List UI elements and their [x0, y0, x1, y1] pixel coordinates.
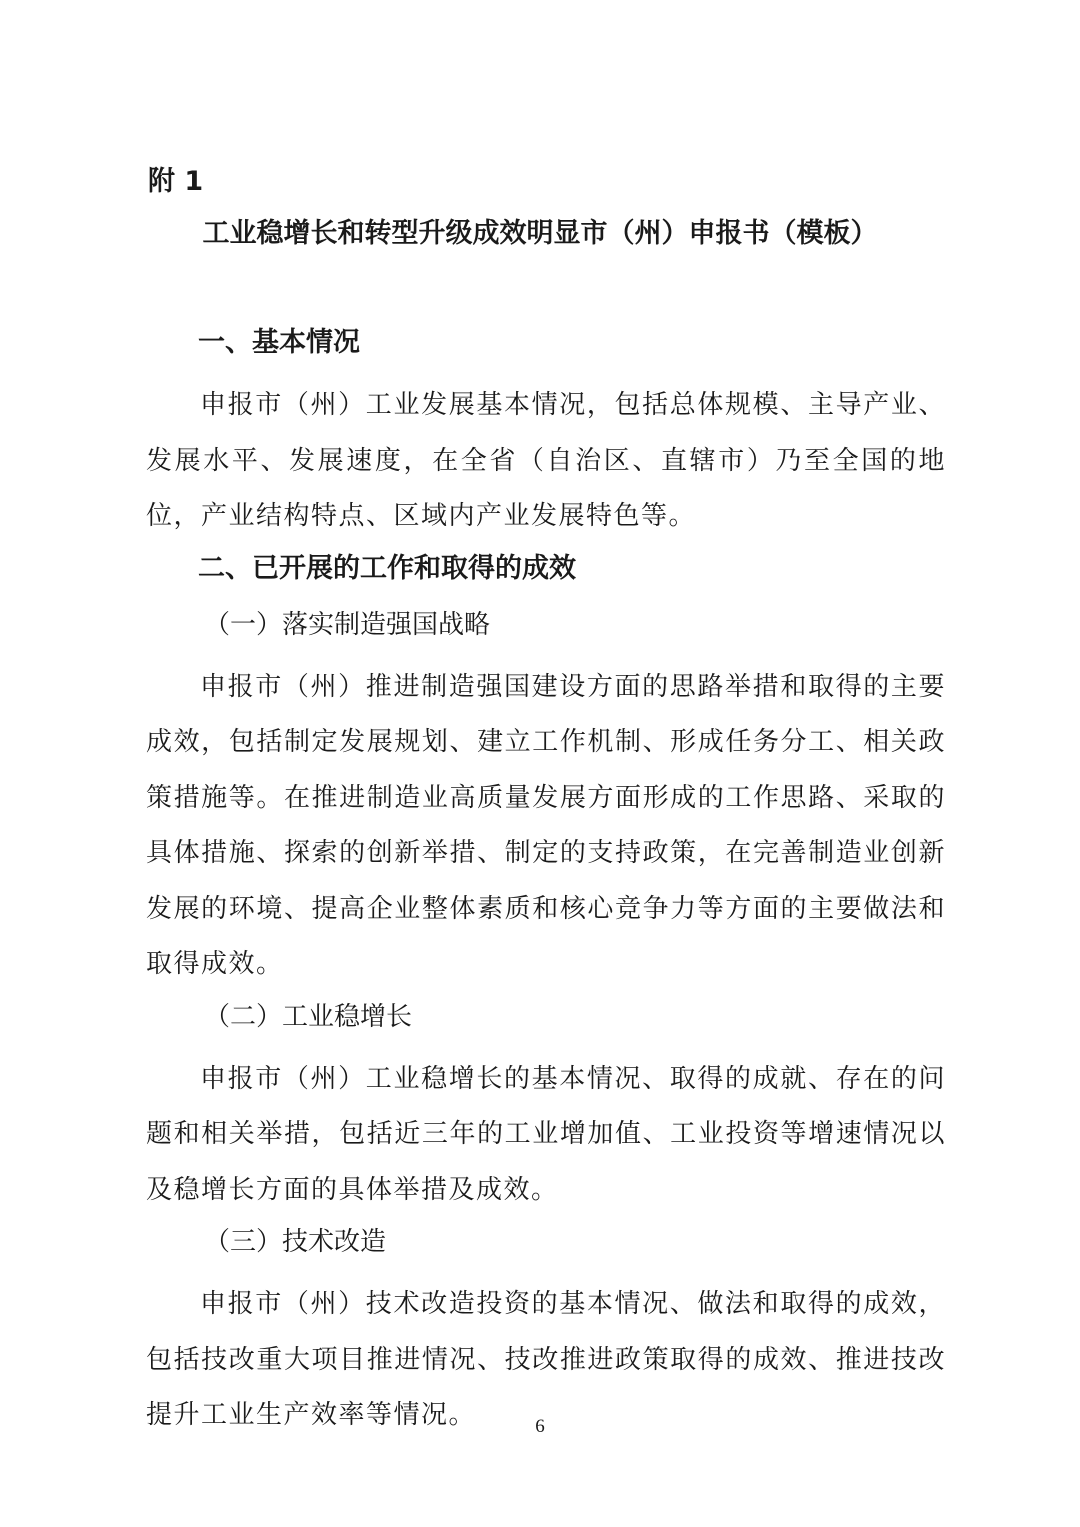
page-number: 6	[535, 1416, 545, 1437]
subsection-paragraph-manufacturing-strategy: 申报市（州）推进制造强国建设方面的思路举措和取得的主要成效，包括制定发展规划、建立工作机制、形成任务分工、相关政策措施等。在推进制造业高质量发展方面形成的工作思路、采取的具体措施、探索的创新举措、制定的支持政策，在完善制造业创新发展的环境、提高企业整体素质和核心竞争力等方面的主要做法和取得成效。	[146, 671, 946, 979]
section-paragraph-basic-info: 申报市（州）工业发展基本情况，包括总体规模、主导产业、发展水平、发展速度，在全省（自治区、直辖市）乃至全国的地位，产业结构特点、区域内产业发展特色等。	[146, 390, 946, 531]
subsection-paragraph-industrial-growth: 申报市（州）工业稳增长的基本情况、取得的成就、存在的问题和相关举措，包括近三年的工业增加值、工业投资等增速情况以及稳增长方面的具体举措及成效。	[146, 1063, 946, 1205]
subsection-heading-manufacturing-strategy: （一）落实制造强国战略	[204, 609, 491, 640]
subsection-heading-industrial-growth: （二）工业稳增长	[204, 1001, 413, 1032]
document-body	[146, 322, 946, 1447]
section-heading-work-results: 二、已开展的工作和取得的成效	[198, 552, 576, 584]
subsection-paragraph-tech-upgrade: 申报市（州）技术改造投资的基本情况、做法和取得的成效，包括技改重大项目推进情况、技改推进政策取得的成效、推进技改提升工业生产效率等情况。	[146, 1289, 946, 1430]
section-heading-basic-info: 一、基本情况	[198, 327, 360, 358]
document-title: 工业稳增长和转型升级成效明显市（州）申报书（模板）	[202, 218, 878, 249]
attachment-label: 附 1	[148, 166, 204, 197]
subsection-heading-tech-upgrade: （三）技术改造	[204, 1227, 387, 1257]
